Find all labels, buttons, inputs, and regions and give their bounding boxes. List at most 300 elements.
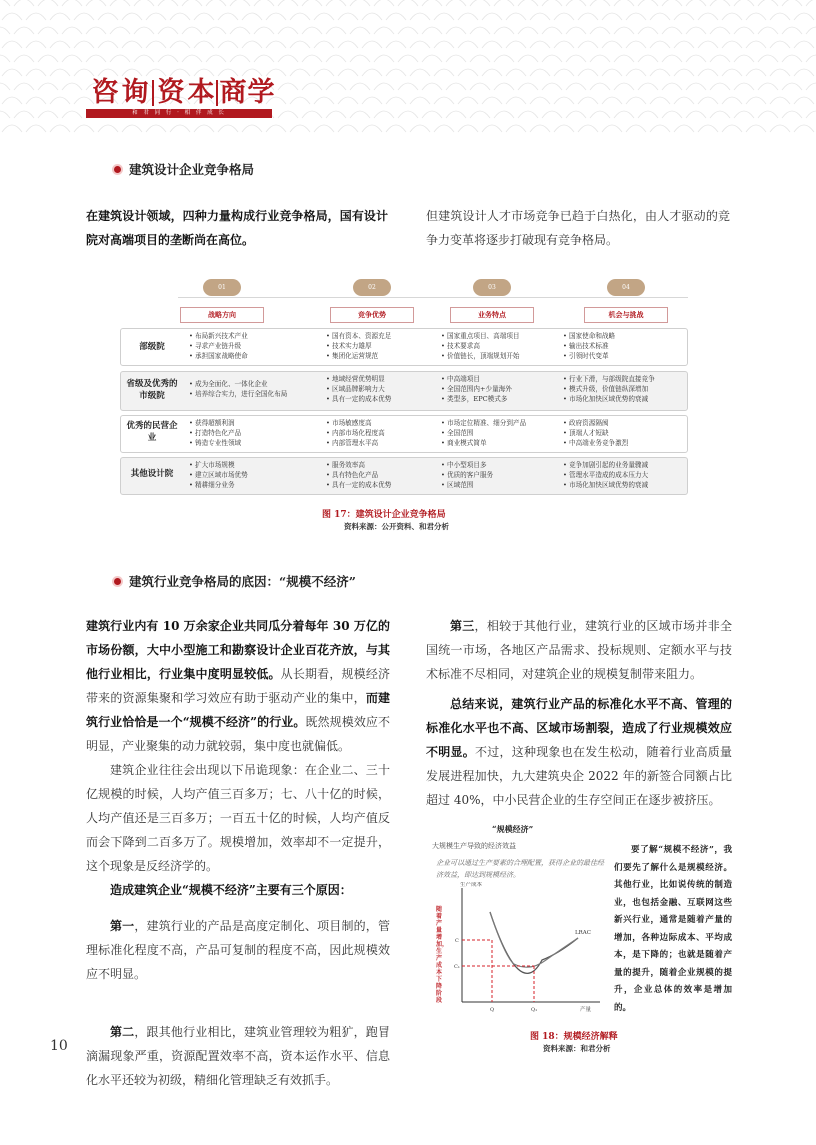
row-label: 优秀的民营企业 (126, 421, 178, 443)
logo-char: 本 (187, 77, 215, 108)
table-row (120, 457, 688, 495)
lrac-curve (490, 912, 578, 973)
pattern-arc (398, 0, 418, 6)
pattern-arc (86, 55, 106, 62)
divider (178, 297, 688, 298)
text-bold: 第一 (110, 919, 135, 933)
pattern-arc (710, 0, 730, 6)
pattern-arc (614, 55, 634, 62)
pattern-arc (566, 55, 586, 62)
pattern-arc (494, 111, 514, 118)
paragraph-summary (426, 692, 732, 812)
pattern-arc (470, 111, 490, 118)
pattern-arc (626, 125, 646, 132)
pattern-arc (806, 111, 816, 118)
row-label: 部级院 (139, 342, 165, 352)
pattern-arc (698, 13, 718, 20)
table-row (120, 415, 688, 453)
pattern-arc (758, 27, 778, 34)
pattern-arc (110, 55, 130, 62)
cell-item: • 服务效率高 (326, 461, 391, 471)
cell-item: • 商业模式简单 (441, 439, 526, 449)
pattern-arc (650, 13, 670, 20)
pattern-arc (746, 69, 766, 76)
pattern-arc (710, 55, 730, 62)
pattern-arc (626, 69, 646, 76)
cell-item: • 具有一定的成本优势 (326, 481, 391, 491)
pattern-arc (398, 111, 418, 118)
pattern-arc (554, 69, 574, 76)
pattern-arc (650, 41, 670, 48)
cell-item: • 集团化运营规范 (326, 352, 391, 362)
figure-source: 资料来源：公开资料、和君分析 (344, 522, 449, 531)
cell-item: • 国有资本、资源充足 (326, 332, 391, 342)
pattern-arc (746, 13, 766, 20)
pattern-arc (398, 83, 418, 90)
pattern-arc (218, 13, 238, 20)
pattern-arc (734, 111, 754, 118)
scale-economy-figure (430, 824, 610, 1024)
pattern-arc (2, 97, 22, 104)
pattern-arc (542, 27, 562, 34)
pattern-arc (2, 13, 22, 20)
pattern-arc (722, 41, 742, 48)
pattern-arc (434, 125, 454, 132)
pattern-arc (422, 83, 442, 90)
pattern-arc (122, 69, 142, 76)
pattern-arc (26, 41, 46, 48)
pattern-arc (566, 111, 586, 118)
pattern-arc (170, 69, 190, 76)
pattern-arc (158, 0, 178, 6)
pattern-arc (794, 41, 814, 48)
pattern-arc (242, 41, 262, 48)
pattern-arc (290, 69, 310, 76)
pattern-arc (0, 27, 10, 34)
cell-item: • 全国范围内+少量海外 (441, 385, 512, 395)
pattern-arc (566, 83, 586, 90)
pattern-arc (326, 27, 346, 34)
text: 不过，这种现象也在发生松动，随着行业高质量发展进程加快，九大建筑央企 2022 年的新签合同额占比超过 40%，中小民营企业的生存空间正在逐步被挤压。 (426, 745, 732, 807)
pattern-arc (122, 13, 142, 20)
brand-logo (86, 77, 275, 118)
pattern-arc (686, 55, 706, 62)
pattern-arc (542, 83, 562, 90)
pattern-arc (530, 69, 550, 76)
pattern-arc (2, 125, 22, 132)
logo-char: 资 (157, 77, 185, 108)
pattern-arc (590, 0, 610, 6)
cell-item: • 中高端业务竞争激烈 (563, 439, 628, 449)
text: 既然规模效应不明显，产业聚集的动力就较弱，集中度也就偏低。 (86, 715, 390, 753)
pattern-arc (218, 125, 238, 132)
pattern-arc (506, 13, 526, 20)
pattern-arc (746, 97, 766, 104)
pattern-arc (458, 97, 478, 104)
pattern-arc (674, 13, 694, 20)
pattern-arc (194, 69, 214, 76)
cell-item: • 输出技术标准 (563, 342, 615, 352)
pattern-arc (62, 0, 82, 6)
pattern-arc (446, 0, 466, 6)
pattern-arc (14, 27, 34, 34)
pattern-arc (314, 125, 334, 132)
pattern-arc (74, 125, 94, 132)
pattern-arc (50, 41, 70, 48)
pattern-arc (698, 125, 718, 132)
cell-item: • 技术要求高 (441, 342, 520, 352)
logo-subtitle: 和 君 同 行 · 相 伴 成 长 (86, 109, 272, 118)
cell-item: • 区域品牌影响力大 (326, 385, 391, 395)
pattern-arc (410, 69, 430, 76)
pattern-arc (170, 41, 190, 48)
cell-item: • 管理水平造成的成本压力大 (563, 471, 648, 481)
pattern-arc (62, 55, 82, 62)
pattern-arc (686, 0, 706, 6)
pattern-arc (0, 55, 10, 62)
pattern-arc (410, 41, 430, 48)
pattern-arc (386, 69, 406, 76)
pattern-arc (314, 69, 334, 76)
pattern-arc (290, 41, 310, 48)
figure-source: 资料来源：和君分析 (543, 1044, 611, 1053)
cell-item: • 国家重点项目、高端项目 (441, 332, 520, 342)
pattern-arc (734, 83, 754, 90)
pattern-arc (398, 55, 418, 62)
page-number: 10 (50, 1038, 68, 1054)
pattern-arc (50, 125, 70, 132)
pattern-arc (602, 13, 622, 20)
pattern-arc (146, 41, 166, 48)
pattern-arc (770, 125, 790, 132)
pattern-arc (542, 111, 562, 118)
section-heading-text: 建筑设计企业竞争格局 (129, 162, 255, 177)
paragraph-reasons-intro: 造成建筑企业“规模不经济”主要有三个原因： (110, 883, 352, 897)
pattern-arc (662, 55, 682, 62)
pattern-arc (470, 27, 490, 34)
figure-caption: 图 18：规模经济解释 (530, 1032, 618, 1042)
pattern-arc (374, 83, 394, 90)
pattern-arc (782, 83, 802, 90)
y-axis-label: 生产成本 (460, 882, 483, 888)
pattern-arc (26, 13, 46, 20)
pattern-arc (710, 27, 730, 34)
pattern-arc (554, 13, 574, 20)
column-tag: 业务特点 (450, 307, 534, 323)
pattern-arc (722, 97, 742, 104)
pattern-arc (26, 125, 46, 132)
pattern-arc (38, 83, 58, 90)
pattern-arc (350, 83, 370, 90)
pattern-arc (470, 55, 490, 62)
pattern-arc (518, 0, 538, 6)
pattern-arc (194, 41, 214, 48)
pattern-arc (374, 27, 394, 34)
pattern-arc (578, 69, 598, 76)
pattern-arc (674, 125, 694, 132)
cell-item: • 市场化加快区域优势的衰减 (563, 395, 655, 405)
pattern-arc (422, 27, 442, 34)
pattern-arc (362, 125, 382, 132)
pattern-arc (542, 0, 562, 6)
pattern-arc (590, 83, 610, 90)
pattern-arc (218, 41, 238, 48)
pattern-arc (518, 83, 538, 90)
pattern-arc (134, 55, 154, 62)
pattern-arc (266, 13, 286, 20)
pattern-arc (722, 125, 742, 132)
table-cell (563, 375, 655, 404)
cell-item: • 承担国家战略使命 (189, 352, 248, 362)
pattern-arc (458, 13, 478, 20)
pattern-arc (266, 69, 286, 76)
pattern-arc (482, 69, 502, 76)
row-label: 省级及优秀的市级院 (126, 379, 178, 401)
pattern-arc (758, 111, 778, 118)
pattern-arc (734, 27, 754, 34)
pattern-arc (578, 41, 598, 48)
pattern-arc (302, 0, 322, 6)
pattern-arc (530, 125, 550, 132)
pattern-arc (338, 13, 358, 20)
pattern-arc (674, 69, 694, 76)
cell-item: • 技术实力雄厚 (326, 342, 391, 352)
text-bold: 建筑行业内有 10 万余家企业共同瓜分着每年 30 万亿的市场份额，大中小型施工和勘察设计企业百花齐放，与其他行业相比，行业集中度明显较低。 (86, 619, 390, 681)
pattern-arc (350, 27, 370, 34)
cell-item: • 获得超额利润 (189, 419, 241, 429)
cell-item: • 市场敏感度高 (326, 419, 385, 429)
cell-item: • 中高端项目 (441, 375, 512, 385)
pattern-arc (782, 0, 802, 6)
pattern-arc (410, 13, 430, 20)
logo-char: 学 (247, 77, 275, 108)
pattern-arc (398, 27, 418, 34)
column-tag: 机会与挑战 (584, 307, 668, 323)
pattern-arc (446, 111, 466, 118)
pattern-arc (806, 0, 816, 6)
pattern-arc (38, 111, 58, 118)
pattern-arc (362, 41, 382, 48)
pattern-arc (578, 125, 598, 132)
pattern-arc (314, 13, 334, 20)
table-cell (441, 375, 512, 404)
pattern-arc (698, 69, 718, 76)
pattern-arc (758, 83, 778, 90)
text-bold: 第二 (110, 1025, 135, 1039)
cell-item: • 培养综合实力，进行全国化布局 (189, 390, 287, 400)
pattern-arc (266, 41, 286, 48)
paragraph-reason-2 (86, 1020, 390, 1092)
pattern-arc (566, 0, 586, 6)
pattern-arc (410, 125, 430, 132)
figure-title: “规模经济” (492, 824, 534, 834)
pattern-arc (314, 97, 334, 104)
table-row (120, 371, 688, 411)
pattern-arc (218, 69, 238, 76)
cell-item: • 打造特色化产品 (189, 429, 241, 439)
pattern-arc (518, 111, 538, 118)
pattern-arc (0, 83, 10, 90)
column-tag: 竞争优势 (330, 307, 414, 323)
pattern-arc (290, 125, 310, 132)
pattern-arc (710, 111, 730, 118)
pattern-arc (446, 83, 466, 90)
pattern-arc (158, 27, 178, 34)
cell-item: • 成为全面化、一体化企业 (189, 380, 287, 390)
pattern-arc (638, 111, 658, 118)
pattern-arc (734, 0, 754, 6)
cell-item: • 具有一定的成本优势 (326, 395, 391, 405)
figure-caption: 图 17：建筑设计企业竞争格局 (322, 510, 446, 520)
pattern-arc (662, 27, 682, 34)
pattern-arc (98, 41, 118, 48)
pattern-arc (806, 55, 816, 62)
table-cell (189, 461, 248, 490)
pattern-arc (422, 0, 442, 6)
pattern-arc (506, 97, 526, 104)
logo-char: 询 (121, 77, 149, 108)
pattern-arc (206, 27, 226, 34)
pattern-arc (242, 13, 262, 20)
pattern-arc (230, 0, 250, 6)
pattern-arc (26, 69, 46, 76)
pattern-arc (362, 13, 382, 20)
pattern-arc (482, 13, 502, 20)
column-number: 04 (607, 279, 645, 296)
text: ，跟其他行业相比，建筑业管理较为粗犷，跑冒滴漏现象严重，资源配置效率不高，资本运作水平、信息化水平还较为初级，精细化管理缺乏有效抓手。 (86, 1025, 390, 1087)
side-label: 随着产量增加，生产成本下降阶段 (436, 906, 449, 1004)
cell-item: • 竞争加剧引起的业务量骤减 (563, 461, 648, 471)
pattern-arc (0, 111, 10, 118)
pattern-arc (194, 13, 214, 20)
pattern-arc (782, 27, 802, 34)
section-heading-text: 建筑行业竞争格局的底因：“规模不经济” (129, 574, 356, 589)
pattern-arc (518, 27, 538, 34)
pattern-arc (506, 41, 526, 48)
table-cell (563, 332, 615, 361)
pattern-arc (602, 125, 622, 132)
pattern-arc (698, 97, 718, 104)
pattern-arc (506, 69, 526, 76)
cell-item: • 扩大市场规模 (189, 461, 248, 471)
cell-item: • 地域经营优势明显 (326, 375, 391, 385)
cell-item: • 模式升级，价值链纵深增加 (563, 385, 655, 395)
pattern-arc (206, 55, 226, 62)
table-cell (326, 419, 385, 448)
text: 从长期看，规模经济带来的资源集聚和学习效应有助于驱动产业的集中， (86, 667, 390, 705)
pattern-arc (638, 83, 658, 90)
pattern-arc (482, 41, 502, 48)
pattern-arc (662, 0, 682, 6)
pattern-arc (794, 97, 814, 104)
section-heading (114, 572, 356, 590)
pattern-arc (338, 69, 358, 76)
pattern-arc (110, 0, 130, 6)
paragraph-reason-1 (86, 914, 390, 986)
cell-item: • 建立区域市场优势 (189, 471, 248, 481)
pattern-arc (482, 125, 502, 132)
paragraph-paradox: 建筑企业往往会出现以下吊诡现象：在企业二、三十亿规模的时候，人均产值三百多万；七、八十亿的时候，人均产值还是三百多万；一百五十亿的时候，人均产值反而会下降到二百多万了。规模增加，效率却不一定提升，这个现象是反经济学的。 (86, 763, 390, 873)
tick-c: C (455, 938, 459, 944)
pattern-arc (434, 41, 454, 48)
pattern-arc (542, 55, 562, 62)
pattern-arc (50, 13, 70, 20)
pattern-arc (14, 111, 34, 118)
pattern-arc (362, 97, 382, 104)
pattern-arc (614, 0, 634, 6)
pattern-arc (494, 27, 514, 34)
pattern-arc (326, 55, 346, 62)
pattern-arc (650, 125, 670, 132)
pattern-arc (626, 97, 646, 104)
pattern-arc (602, 41, 622, 48)
pattern-arc (434, 97, 454, 104)
pattern-arc (230, 27, 250, 34)
pattern-arc (182, 55, 202, 62)
pattern-arc (50, 69, 70, 76)
pattern-arc (254, 55, 274, 62)
cell-item: • 具有特色化产品 (326, 471, 391, 481)
pattern-arc (686, 111, 706, 118)
pattern-arc (134, 0, 154, 6)
pattern-arc (278, 55, 298, 62)
pattern-arc (734, 55, 754, 62)
pattern-arc (0, 0, 10, 6)
pattern-arc (650, 97, 670, 104)
pattern-arc (146, 13, 166, 20)
pattern-arc (710, 83, 730, 90)
pattern-arc (278, 27, 298, 34)
pattern-arc (698, 41, 718, 48)
pattern-arc (518, 55, 538, 62)
pattern-arc (722, 69, 742, 76)
cell-item: • 全国范围 (441, 429, 526, 439)
pattern-arc (350, 55, 370, 62)
pattern-arc (86, 0, 106, 6)
pattern-arc (638, 55, 658, 62)
text: ，建筑行业的产品是高度定制化、项目制的，管理标准化程度不高，产品可复制的程度不高，因此规模效应不明显。 (86, 919, 390, 981)
cell-item: • 内部市场化程度高 (326, 429, 385, 439)
cell-item: • 精耕细分业务 (189, 481, 248, 491)
text-bold: 总结来说，建筑行业产品的标准化水平不高、管理的标准化水平也不高、区域市场割裂，造成了行业规模效应不明显。 (426, 697, 732, 759)
cell-item: • 引领时代变革 (563, 352, 615, 362)
pattern-arc (254, 0, 274, 6)
pattern-arc (782, 55, 802, 62)
table-cell (441, 419, 526, 448)
pattern-arc (302, 27, 322, 34)
section-heading (114, 160, 254, 178)
pattern-arc (494, 83, 514, 90)
text-bold: 第三 (450, 619, 475, 633)
pattern-arc (758, 0, 778, 6)
pattern-arc (242, 69, 262, 76)
pattern-arc (614, 111, 634, 118)
bullet-icon (114, 166, 121, 173)
pattern-arc (26, 97, 46, 104)
cell-item: • 价值链长，顶端规划开始 (441, 352, 520, 362)
cell-item: • 优质的客户服务 (441, 471, 493, 481)
pattern-arc (686, 27, 706, 34)
pattern-arc (338, 41, 358, 48)
pattern-arc (638, 0, 658, 6)
curve-label: LRAC (575, 930, 591, 936)
pattern-arc (650, 69, 670, 76)
table-cell (326, 461, 391, 490)
pattern-arc (134, 27, 154, 34)
pattern-arc (770, 41, 790, 48)
table-cell (441, 332, 520, 361)
economy-explanation: 要了解“规模不经济”，我们要先了解什么是规模经济。其他行业，比如说传统的制造业，也包括金融、互联网这些新兴行业，通常是随着产量的增加，各种边际成本、平均成本，是下降的；也就是随着产量的提升，随着企业规模的提升，企业总体的效率是增加的。 (614, 845, 732, 1013)
